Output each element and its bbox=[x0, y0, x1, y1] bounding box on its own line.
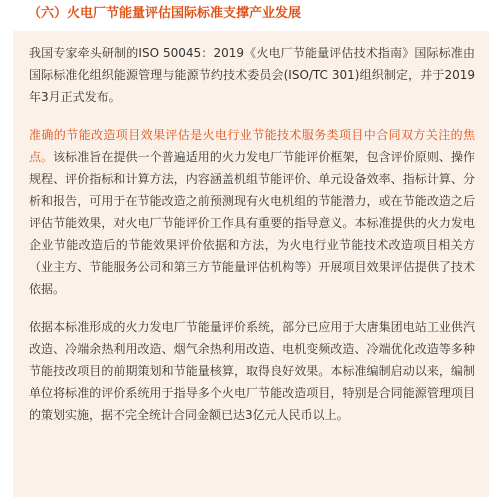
content-box bbox=[13, 31, 489, 497]
paragraph-text: 依据本标准形成的火力发电厂节能量评价系统，部分已应用于大唐集团电站工业供汽改造、冷端余热利用改造、烟气余热利用改造、电机变频改造、冷端优化改造等多种节能技改项目的前期策划和节能量核算，取得良好效果。本标准编制启动以来，编制单位将标准的评价系统用于指导多个火电厂节能改造项目，特别是合同能源管理项目的策划实施，据不完全统计合同金额已达3亿元人民币以上。 bbox=[29, 320, 475, 422]
paragraph-text: 我国专家牵头研制的ISO 50045：2019《火电厂节能量评估技术指南》国际标准由国际标准化组织能源管理与能源节约技术委员会(ISO/TC 301)组织制定，并于2019年3月正式发布。 bbox=[29, 46, 475, 104]
paragraph-standard-purpose bbox=[29, 124, 475, 300]
paragraph-lead: 准确的节能改造项目效果评估是火电行业节能技术服务类项目中合同双方关注的焦点。 bbox=[29, 128, 475, 164]
paragraph-standard-intro bbox=[29, 42, 475, 108]
section-heading: （六）火电厂节能量评估国际标准支撑产业发展 bbox=[28, 6, 302, 21]
paragraph-text: 该标准旨在提供一个普遍适用的火力发电厂节能评价框架，包含评价原则、操作规程、评价指标和计算方法，内容涵盖机组节能评价、单元设备效率、指标计算、分析和报告，可用于在节能改造之前预测现有火电机组的节能潜力，或在节能改造之后评估节能效果，对火电厂节能评价工作具有重要的指导意义。本标准提供的火力发电企业节能改造后的节能效果评价依据和方法，为火电行业节能技术改造项目相关方（业主方、节能服务公司和第三方节能量评估机构等）开展项目效果评估提供了技术依据。 bbox=[29, 150, 475, 296]
paragraph-standard-application bbox=[29, 316, 475, 426]
